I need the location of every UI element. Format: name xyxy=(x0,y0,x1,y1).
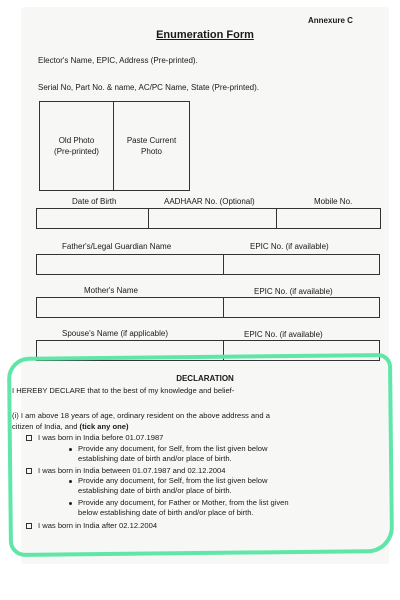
bullet-icon xyxy=(69,502,72,505)
declaration-intro: I HEREBY DECLARE that to the best of my knowledge and belief- xyxy=(12,386,235,395)
opt2-parent-instruction-line2: below establishing date of birth and/or place of birth. xyxy=(78,508,254,517)
opt2-parent-instruction-line1: Provide any document, for Father or Mother, from the list given xyxy=(78,498,289,507)
spouse-label: Spouse's Name (if applicable) xyxy=(62,329,169,338)
father-name-input[interactable] xyxy=(36,254,224,275)
dob-label: Date of Birth xyxy=(72,197,117,206)
mother-epic-input[interactable] xyxy=(223,297,380,318)
spouse-epic-input[interactable] xyxy=(223,340,380,361)
opt2-self-instruction-line1: Provide any document, for Self, from the list given below xyxy=(78,476,268,485)
father-label: Father's/Legal Guardian Name xyxy=(62,242,172,251)
declaration-title: DECLARATION xyxy=(176,374,234,383)
opt1-instruction-line1: Provide any document, for Self, from the list given below xyxy=(78,444,268,453)
born-after-2004-label: I was born in India after 02.12.2004 xyxy=(38,521,158,530)
declaration-clause-text: citizen of India, and xyxy=(12,422,80,431)
spouse-name-input[interactable] xyxy=(36,340,224,361)
old-photo-box xyxy=(39,101,114,191)
mobile-label: Mobile No. xyxy=(314,197,353,206)
born-before-1987-label: I was born in India before 01.07.1987 xyxy=(38,433,164,442)
born-before-1987-checkbox[interactable] xyxy=(26,435,32,441)
form-title: Enumeration Form xyxy=(156,29,254,41)
annexure-label: Annexure C xyxy=(308,16,353,25)
old-photo-sublabel: (Pre-printed) xyxy=(54,147,99,156)
mobile-input[interactable] xyxy=(277,209,380,228)
opt1-instruction-line2: establishing date of birth and/or place of birth. xyxy=(78,454,232,463)
current-photo-sublabel: Photo xyxy=(141,147,162,156)
old-photo-label: Old Photo xyxy=(58,136,95,145)
born-between-1987-2004-checkbox[interactable] xyxy=(26,468,32,474)
opt2-self-instruction-line2: establishing date of birth and/or place of birth. xyxy=(78,486,232,495)
dob-aadhaar-mobile-row xyxy=(36,208,381,229)
born-between-1987-2004-label: I was born in India between 01.07.1987 and 02.12.2004 xyxy=(38,466,226,475)
bullet-icon xyxy=(69,480,72,483)
father-epic-label: EPIC No. (if available) xyxy=(250,242,329,251)
preprinted-elector-line: Elector's Name, EPIC, Address (Pre-printed). xyxy=(38,56,198,65)
mother-name-input[interactable] xyxy=(36,297,224,318)
mother-label: Mother's Name xyxy=(84,286,138,295)
aadhaar-label: AADHAAR No. (Optional) xyxy=(164,197,255,206)
current-photo-box[interactable] xyxy=(113,101,190,191)
declaration-clause-line1: (i) I am above 18 years of age, ordinary resident on the above address and a xyxy=(12,411,270,420)
spouse-epic-label: EPIC No. (if available) xyxy=(244,330,323,339)
enumeration-form-page xyxy=(12,8,388,563)
preprinted-serial-line: Serial No, Part No. & name, AC/PC Name, State (Pre-printed). xyxy=(38,83,259,92)
mother-epic-label: EPIC No. (if available) xyxy=(254,287,333,296)
dob-input[interactable] xyxy=(37,209,148,228)
declaration-section xyxy=(12,374,388,559)
aadhaar-input[interactable] xyxy=(149,209,276,228)
born-after-2004-checkbox[interactable] xyxy=(26,523,32,529)
current-photo-label: Paste Current xyxy=(126,136,177,145)
tick-any-one-note: (tick any one) xyxy=(79,422,129,431)
declaration-clause-line2 xyxy=(12,422,129,431)
father-epic-input[interactable] xyxy=(223,254,380,275)
bullet-icon xyxy=(69,448,72,451)
